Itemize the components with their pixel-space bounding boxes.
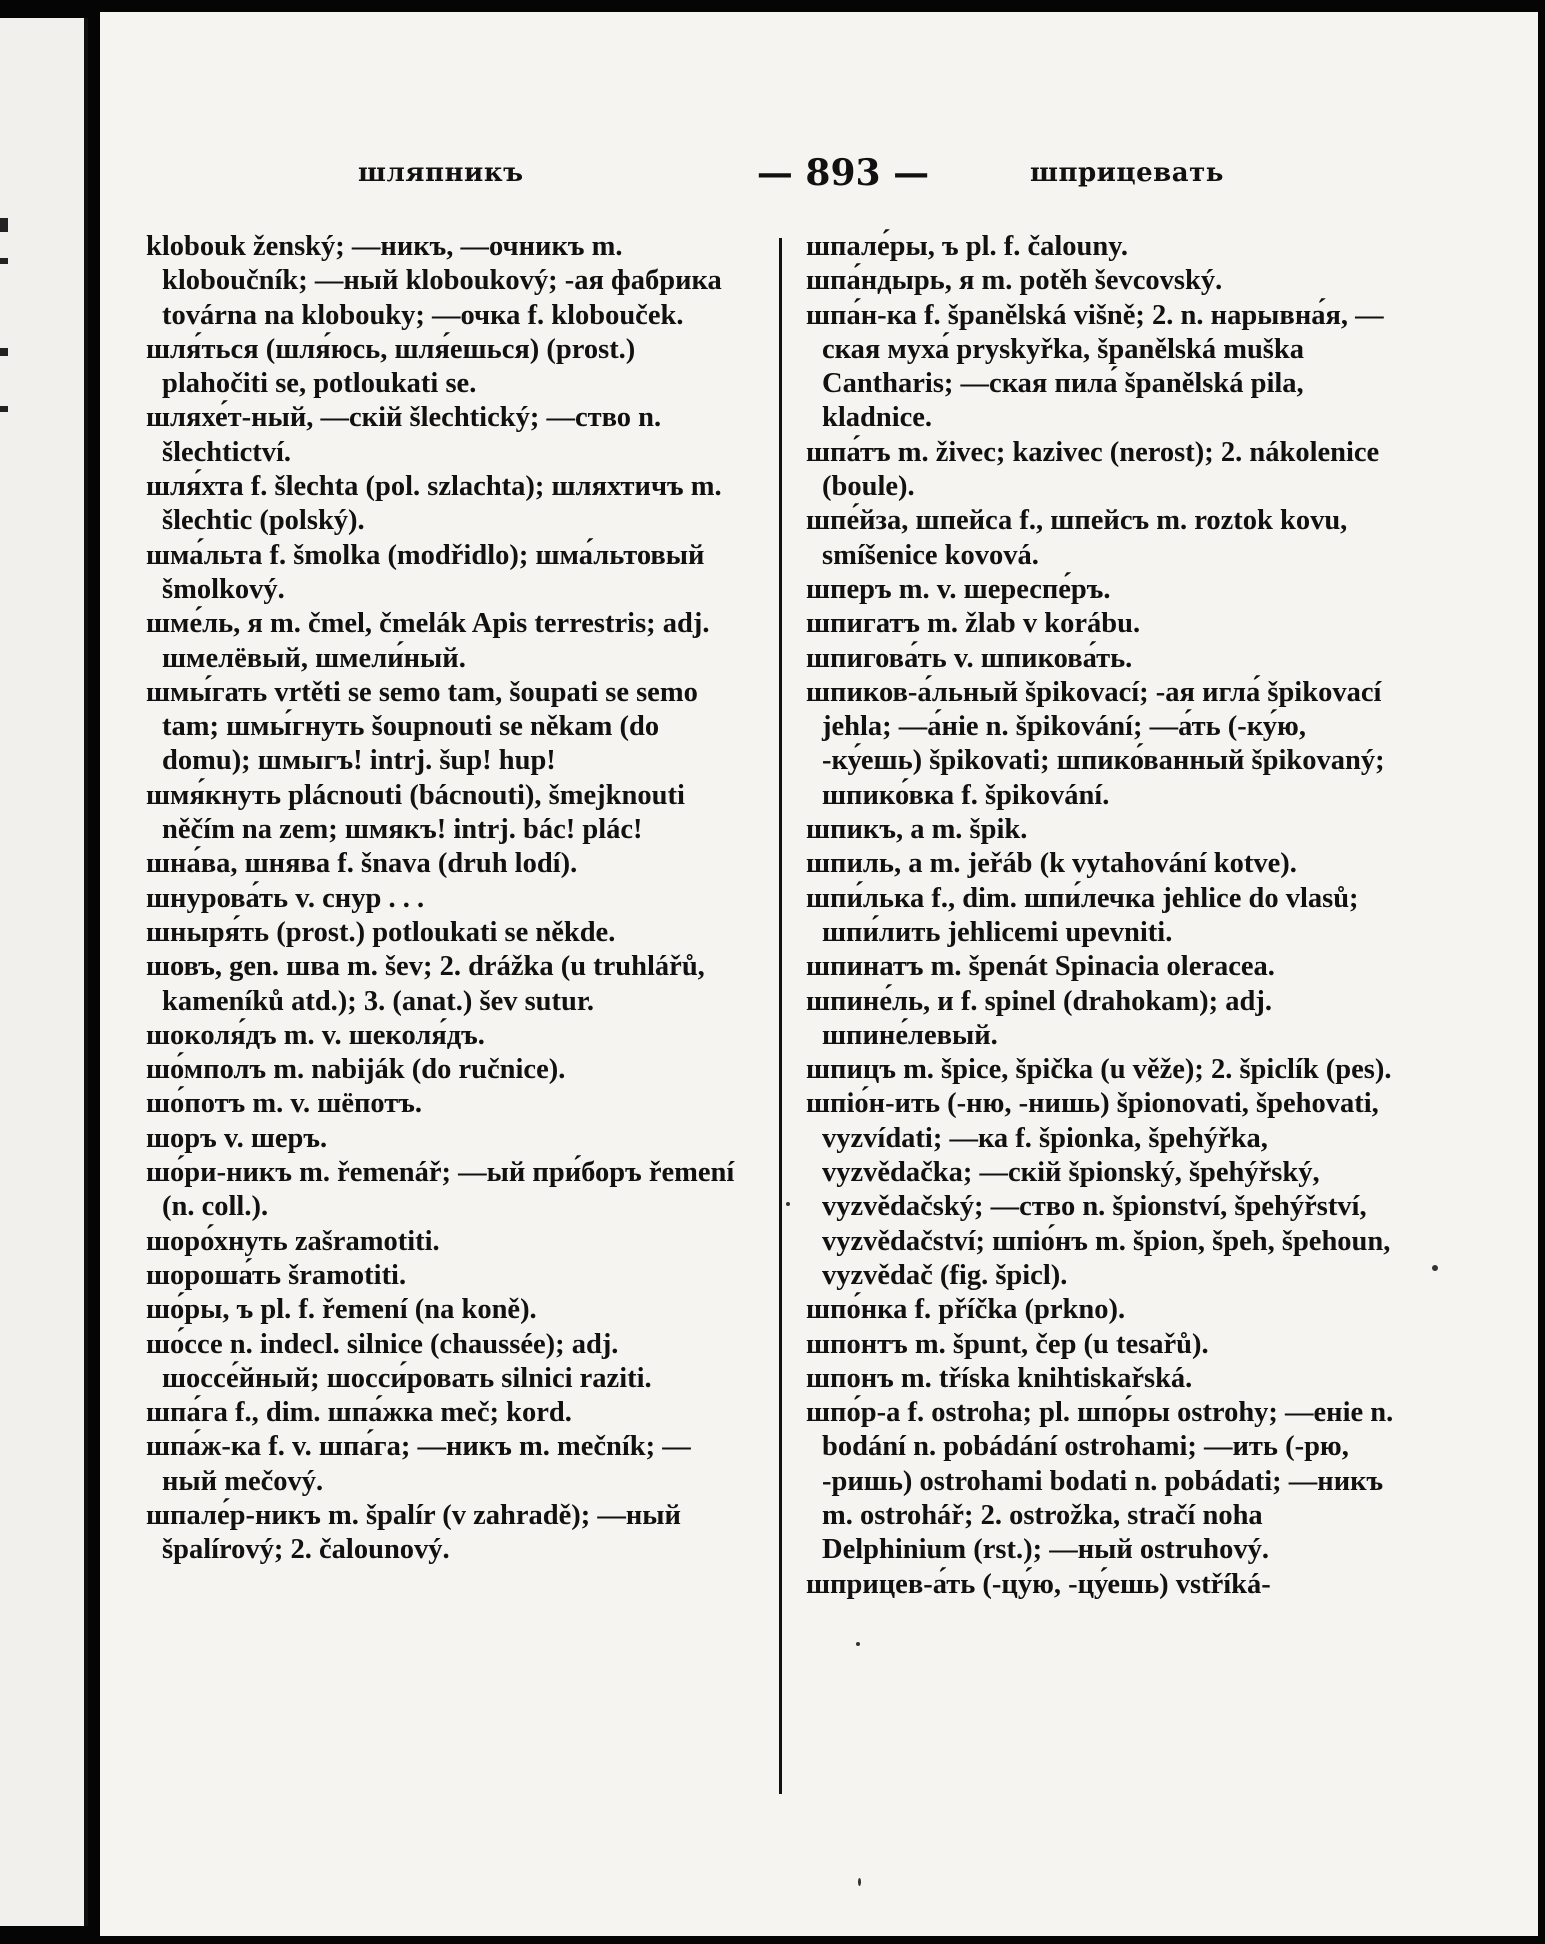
entry-text: шоръ v. шеръ. — [146, 1122, 328, 1154]
dictionary-entry — [146, 882, 744, 916]
entry-text: шпа́ндырь, я m. potěh ševcovský. — [806, 265, 1223, 297]
dictionary-entry — [146, 1430, 744, 1499]
header-right-word: шприцевать — [1030, 158, 1224, 188]
dictionary-page — [100, 12, 1538, 1936]
entry-text: шпо́нка f. příčka (prkno). — [806, 1294, 1126, 1326]
entry-text: шпа́тъ m. živec; kazivec (nerost); 2. nákolenice (boule). — [806, 436, 1380, 503]
dictionary-entry — [146, 916, 744, 950]
dictionary-entry — [146, 470, 744, 539]
entry-text: шна́ва, шнява f. šnava (druh lodí). — [146, 848, 578, 880]
dictionary-entry — [806, 985, 1410, 1054]
entry-text: шме́ль, я m. čmel, čmelák Apis terrestris; adj. шмелёвый, шмели́ный. — [146, 608, 710, 674]
entry-text: шприцев-а́ть (-цу́ю, -цу́ешь) vstříká- — [806, 1568, 1271, 1600]
dictionary-entry — [146, 1087, 744, 1121]
entry-text: шпине́ль, и f. spinel (drahokam); adj. шпине́левый. — [806, 985, 1272, 1051]
entry-text: шмя́кнуть plácnouti (bácnouti), šmejknouti něčím na zem; шмякъ! intrj. bác! plác! — [146, 779, 685, 846]
dictionary-entry — [146, 607, 744, 676]
print-speck — [858, 1878, 861, 1886]
entry-text: шо́потъ m. v. шёпотъ. — [146, 1088, 423, 1120]
dictionary-entry — [146, 676, 744, 779]
dictionary-entry — [806, 847, 1410, 881]
dictionary-entry — [806, 299, 1410, 436]
entry-text: шовъ, gen. шва m. šev; 2. drážka (u truhlářů, kameníků atd.); 3. (anat.) šev sutur. — [146, 951, 705, 1017]
entry-text: шпинатъ m. špenát Spinacia oleracea. — [806, 951, 1275, 983]
print-speck — [786, 1202, 790, 1206]
entry-text: шпиков-а́льный špikovací; -ая игла́ špikovací jehla; —а́ніе n. špikování; —а́ть (-ку́ю, -ку́ешь) špikovati; шпико́ванный špikovaný; шпико́вка f. špikování. — [806, 676, 1385, 811]
dictionary-entry — [806, 882, 1410, 951]
entry-text: шо́ссе n. indecl. silnice (chaussée); adj. шоссе́йный; шосси́ровать silnici raziti. — [146, 1328, 652, 1394]
facing-page-edge — [0, 18, 88, 1926]
dictionary-entry — [146, 1499, 744, 1568]
dictionary-entry — [146, 1053, 744, 1087]
entry-text: шмы́гать vrtěti se semo tam, šoupati se semo tam; шмы́гнуть šoupnouti se někam (do domu); шмыгъ! intrj. šup! hup! — [146, 676, 698, 777]
dictionary-entry — [146, 1328, 744, 1397]
entry-text: шля́ться (шля́юсь, шля́ешься) (prost.) plahočiti se, potloukati se. — [146, 333, 636, 400]
page-number — [100, 152, 1538, 194]
dictionary-entry — [806, 1087, 1410, 1293]
dictionary-entry — [806, 264, 1410, 298]
dictionary-entry — [806, 1362, 1410, 1396]
dictionary-entry — [806, 1293, 1410, 1327]
dictionary-entry — [146, 1259, 744, 1293]
column-divider — [779, 238, 782, 1794]
entry-text: шперъ m. v. шереспе́ръ. — [806, 573, 1111, 605]
dictionary-entry — [806, 642, 1410, 676]
entry-text: шляхе́т-ный, —скій šlechtický; —ство n. šlechtictví. — [146, 402, 662, 468]
dictionary-entry — [146, 539, 744, 608]
dictionary-entry — [806, 230, 1410, 264]
dictionary-entry — [146, 950, 744, 1019]
entry-text: шныря́ть (prost.) potloukati se někde. — [146, 916, 616, 948]
entry-text: шпа́н-ка f. španělská višně; 2. n. нарывна́я, —ская муха́ pryskyřka, španělská muška Cantharis; —ская пила́ španělská pila, kladnice. — [806, 299, 1384, 434]
entry-text: шпикъ, а m. špik. — [806, 814, 1028, 846]
dictionary-entry — [146, 1225, 744, 1259]
entry-text: шпіо́н-ить (-ню, -нишь) špionovati, špehovati, vyzvídati; —ка f. špionka, špehýřka, vyzvědačka; —скій špionský, špehýřský, vyzvědačský; —ство n. špionství, špehýřství, vyzvědačství; шпіо́нъ m. špion, špeh, špehoun, vyzvědač (fig. špicl). — [806, 1088, 1391, 1291]
dictionary-entry — [806, 607, 1410, 641]
right-column — [806, 230, 1410, 1602]
entry-text: шпо́р-а f. ostroha; pl. шпо́ры ostrohy; —еніе n. bodání n. pobádání ostrohami; —ить (-рю, -ришь) ostrohami bodati n. pobádati; —никъ m. ostrohář; 2. ostrožka, stračí noha Delphinium (rst.); —ный ostruhový. — [806, 1397, 1394, 1566]
print-speck — [856, 1642, 860, 1646]
entry-text: шпицъ m. špice, špička (u věže); 2. špiclík (pes). — [806, 1054, 1392, 1086]
edge-mark — [0, 218, 8, 232]
running-header — [100, 152, 1538, 196]
entry-text: шороша́ть šramotiti. — [146, 1259, 407, 1291]
dictionary-entry — [806, 504, 1410, 573]
entry-text: шпонъ m. tříska knihtiskařská. — [806, 1362, 1193, 1394]
entry-text: шма́льта f. šmolka (modřidlo); шма́льтовый šmolkový. — [146, 539, 705, 605]
dictionary-entry — [146, 230, 744, 333]
entry-text: шпигова́ть v. шпикова́ть. — [806, 642, 1133, 674]
dictionary-entry — [146, 1293, 744, 1327]
entry-text: шоколя́дъ m. v. шеколя́дъ. — [146, 1019, 485, 1051]
dictionary-entry — [806, 1396, 1410, 1567]
entry-text: шоро́хнуть zašramotiti. — [146, 1225, 440, 1257]
entry-text: шпи́лька f., dim. шпи́лечка jehlice do vlasů; шпи́лить jehlicemi upevniti. — [806, 882, 1359, 948]
edge-mark — [0, 348, 8, 356]
dictionary-entry — [146, 779, 744, 848]
entry-text: шпигатъ m. žlab v korábu. — [806, 608, 1141, 640]
entry-text: шо́мполъ m. nabiják (do ručnice). — [146, 1054, 566, 1086]
dictionary-entry — [806, 1053, 1410, 1087]
entry-text: шнурова́ть v. снур . . . — [146, 882, 425, 914]
dictionary-entry — [806, 1328, 1410, 1362]
dictionary-entry — [146, 401, 744, 470]
entry-text: шля́хта f. šlechta (pol. szlachta); шляхтичъ m. šlechtic (polský). — [146, 471, 722, 537]
dictionary-entry — [146, 847, 744, 881]
print-speck — [1432, 1265, 1438, 1271]
page-number-text: — 893 — — [756, 152, 930, 194]
dictionary-entry — [806, 950, 1410, 984]
left-column — [146, 230, 744, 1568]
dictionary-entry — [806, 573, 1410, 607]
dictionary-entry — [146, 1156, 744, 1225]
dictionary-entry — [806, 676, 1410, 813]
entry-text: шпале́ры, ъ pl. f. čalouny. — [806, 231, 1129, 262]
dictionary-entry — [146, 333, 744, 402]
entry-text: шпа́га f., dim. шпа́жка meč; kord. — [146, 1397, 572, 1429]
entry-text: шпиль, а m. jeřáb (k vytahování kotve). — [806, 848, 1297, 880]
entry-text: шпале́р-никъ m. špalír (v zahradě); —ный špalírový; 2. čalounový. — [146, 1499, 681, 1566]
entry-text: шо́ри-никъ m. řemenář; —ый при́боръ řemení (n. coll.). — [146, 1157, 735, 1223]
entry-text: шпа́ж-ка f. v. шпа́га; —никъ m. mečník; —ный mečový. — [146, 1431, 691, 1497]
dictionary-entry — [806, 436, 1410, 505]
entry-text: шо́ры, ъ pl. f. řemení (na koně). — [146, 1294, 537, 1326]
dictionary-entry — [806, 813, 1410, 847]
dictionary-entry — [146, 1122, 744, 1156]
edge-mark — [0, 258, 8, 264]
header-left-word: шляпникъ — [358, 158, 524, 188]
entry-text: шпе́йза, шпейса f., шпейсъ m. roztok kovu, smíšenice kovová. — [806, 505, 1348, 571]
edge-mark — [0, 406, 8, 412]
dictionary-entry — [146, 1396, 744, 1430]
dictionary-entry — [146, 1019, 744, 1053]
dictionary-entry — [806, 1568, 1410, 1602]
entry-text: шпонтъ m. špunt, čep (u tesařů). — [806, 1328, 1209, 1360]
entry-text: klobouk ženský; —никъ, —очникъ m. kloboučník; —ный kloboukový; -ая фабрика továrna na klobouky; —очка f. klobouček. — [146, 231, 722, 331]
